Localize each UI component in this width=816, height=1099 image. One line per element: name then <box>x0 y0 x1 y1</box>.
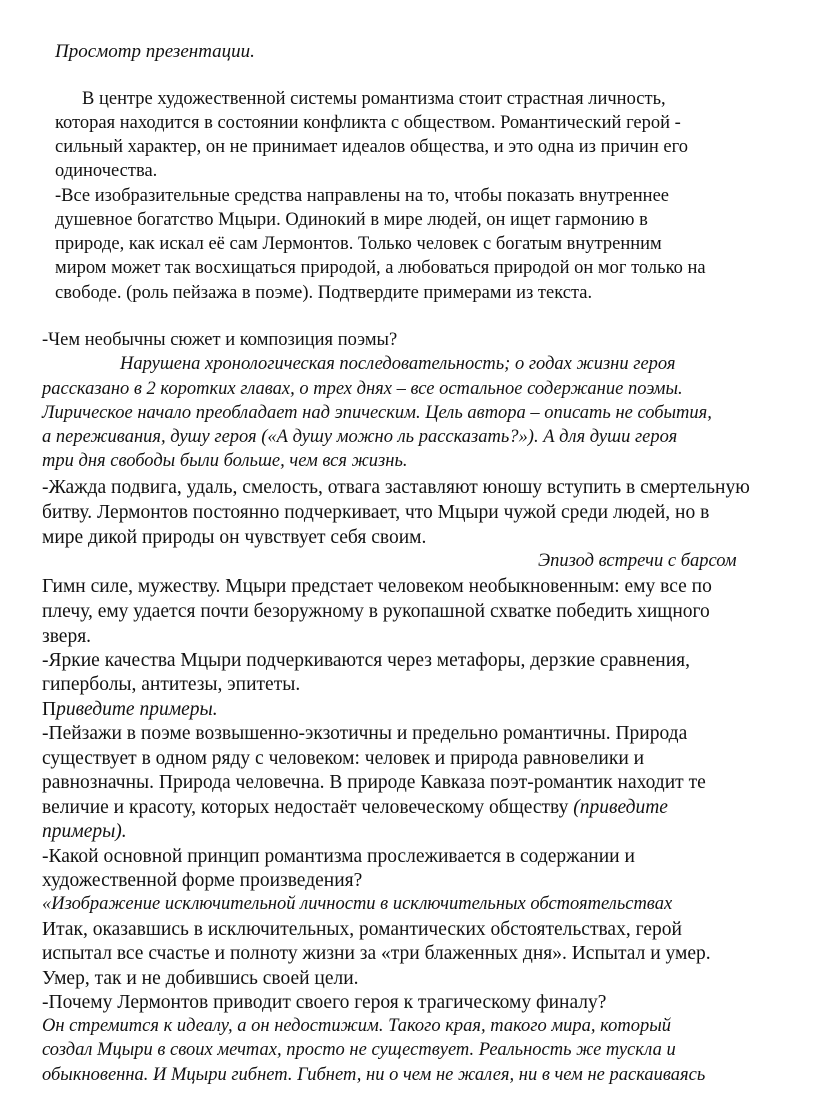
para1-line-6: душевное богатство Мцыри. Одинокий в мире людей, он ищет гармонию в <box>55 210 648 230</box>
answer-principle-line-2: испытал все счастье и полноту жизни за «три блаженных дня». Испытал и умер. <box>42 943 711 964</box>
document-heading: Просмотр презентации. <box>55 41 255 62</box>
para2-line-2: битву. Лермонтов постоянно подчеркивает, что Мцыри чужой среди людей, но в <box>42 502 710 523</box>
answer-principle-line-3: Умер, так и не добившись своей цели. <box>42 968 359 989</box>
answer-plot-line-2: рассказано в 2 коротких главах, о трех днях – все остальное содержание поэмы. <box>42 379 683 399</box>
question-principle-line-2: художественной форме произведения? <box>42 870 363 891</box>
answer-finale-line-3: обыкновенна. И Мцыри гибнет. Гибнет, ни о чем не жалея, ни в чем не раскаиваясь <box>42 1065 706 1085</box>
para4-note-end: примеры). <box>42 821 127 842</box>
answer-plot-line-1: Нарушена хронологическая последовательность; о годах жизни героя <box>120 354 676 374</box>
para1-line-7: природе, как искал её сам Лермонтов. Только человек с богатым внутренним <box>55 234 662 254</box>
answer-finale-line-2: создал Мцыри в своих мечтах, просто не существует. Реальность же тускла и <box>42 1040 676 1060</box>
para3-line-2: плечу, ему удается почти безоружному в рукопашной схватке победить хищного <box>42 601 710 622</box>
para4-line-3: равнозначны. Природа человечна. В природе Кавказа поэт-романтик находит те <box>42 772 706 793</box>
answer-principle-quote: «Изображение исключительной личности в исключительных обстоятельствах <box>42 894 673 914</box>
para4-line-4-text: величие и красоту, которых недостаёт человеческому обществу <box>42 797 569 818</box>
answer-plot-line-5: три дня свободы были больше, чем вся жизнь. <box>42 451 408 471</box>
answer-plot-line-4: а переживания, душу героя («А душу можно ль рассказать?»). А для души героя <box>42 427 678 447</box>
question-plot: -Чем необычны сюжет и композиция поэмы? <box>42 330 398 350</box>
para3-line-4: -Яркие качества Мцыри подчеркиваются через метафоры, дерзкие сравнения, <box>42 650 690 671</box>
examples-rest: риведите примеры. <box>56 699 218 720</box>
para2-line-1: -Жажда подвига, удаль, смелость, отвага заставляют юношу вступить в смертельную <box>42 477 750 498</box>
para1-line-1: В центре художественной системы романтизма стоит страстная личность, <box>82 89 666 109</box>
para1-line-2: которая находится в состоянии конфликта с обществом. Романтический герой - <box>55 113 681 133</box>
para3-line-1: Гимн силе, мужеству. Мцыри предстает человеком необыкновенным: ему все по <box>42 576 712 597</box>
answer-principle-line-1: Итак, оказавшись в исключительных, романтических обстоятельствах, герой <box>42 919 682 940</box>
examples-initial: П <box>42 699 57 720</box>
para1-line-3: сильный характер, он не принимает идеалов общества, и это одна из причин его <box>55 137 688 157</box>
para1-line-8: миром может так восхищаться природой, а любоваться природой он мог только на <box>55 258 706 278</box>
para3-line-3: зверя. <box>42 626 92 647</box>
para4-line-4 <box>42 798 668 818</box>
para2-line-3: мире дикой природы он чувствует себя своим. <box>42 527 427 548</box>
question-principle-line-1: -Какой основной принцип романтизма прослеживается в содержании и <box>42 846 635 867</box>
answer-plot-line-3: Лирическое начало преобладает над эпическим. Цель автора – описать не события, <box>42 403 712 423</box>
answer-finale-line-1: Он стремится к идеалу, а он недостижим. Такого края, такого мира, который <box>42 1016 672 1036</box>
para1-line-5: -Все изобразительные средства направлены на то, чтобы показать внутреннее <box>55 186 669 206</box>
para3-line-5: гиперболы, антитезы, эпитеты. <box>42 674 301 695</box>
para4-line-2: существует в одном ряду с человеком: человек и природа равновелики и <box>42 748 645 769</box>
para1-line-4: одиночества. <box>55 161 158 181</box>
question-finale: -Почему Лермонтов приводит своего героя к трагическому финалу? <box>42 992 607 1013</box>
para3-examples <box>42 700 218 720</box>
para4-line-1: -Пейзажи в поэме возвышенно-экзотичны и предельно романтичны. Природа <box>42 723 688 744</box>
para4-note: (приведите <box>573 797 668 818</box>
episode-title: Эпизод встречи с барсом <box>538 551 737 571</box>
para1-line-9: свободе. (роль пейзажа в поэме). Подтвердите примерами из текста. <box>55 283 593 303</box>
